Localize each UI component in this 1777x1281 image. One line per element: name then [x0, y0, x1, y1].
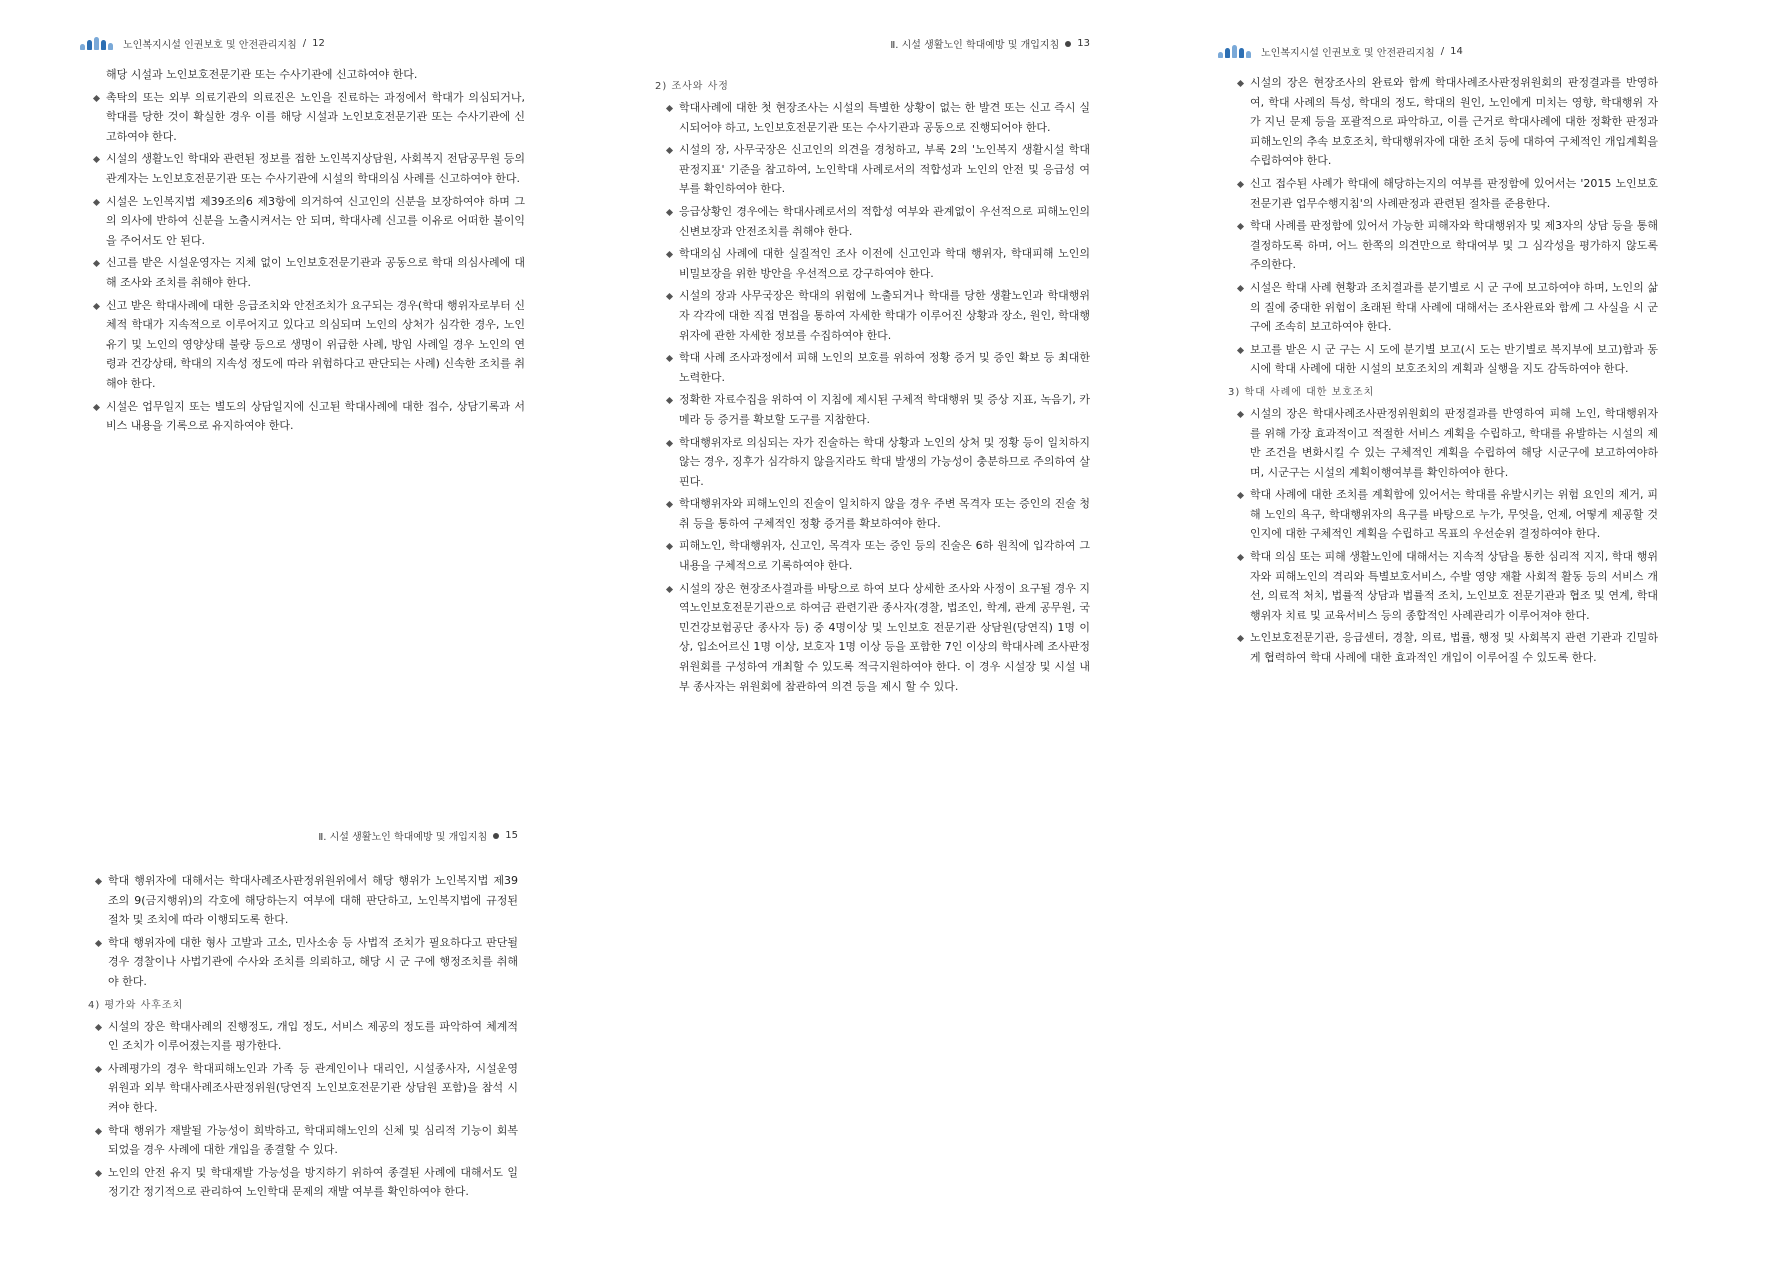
list-item: 학대 사례에 대한 조치를 계획함에 있어서는 학대를 유발시키는 위험 요인의 제거, 피해 노인의 욕구, 학대행위자의 욕구를 바탕으로 누가, 무엇을, 언제, 어떻게 제공할 것인지에 대한 구체적인 계획을 수립하고 목표의 우선순위 결정하여야 한다. — [1236, 485, 1658, 544]
bullet-dot-icon — [493, 833, 499, 839]
list-item: 시설의 장과 사무국장은 학대의 위험에 노출되거나 학대를 당한 생활노인과 학대행위자 각각에 대한 직접 면접을 통하여 자세한 학대가 이루어진 상황과 장소, 원인, 학대행위자에 관한 자세한 정보를 수집하여야 한다. — [665, 286, 1090, 345]
list-item: 학대 사례를 판정함에 있어서 가능한 피해자와 학대행위자 및 제3자의 상담 등을 통해 결정하도록 하며, 어느 한쪽의 의견만으로 학대여부 및 그 심각성을 평가하지 않도록 주의한다. — [1236, 216, 1658, 275]
list-item: 시설은 노인복지법 제39조의6 제3항에 의거하여 신고인의 신분을 보장하여야 하며 그의 의사에 반하여 신분을 노출시켜서는 안 되며, 학대사례 신고를 이유로 어떠한 불이익을 주어서도 안 된다. — [92, 192, 525, 251]
page-header — [80, 36, 525, 51]
list-item: 시설의 장은 학대사례의 진행정도, 개입 정도, 서비스 제공의 정도를 파악하여 체계적인 조치가 이루어졌는지를 평가한다. — [94, 1017, 518, 1056]
bullet-list — [88, 1017, 518, 1202]
list-item: 학대의심 사례에 대한 실질적인 조사 이전에 신고인과 학대 행위자, 학대피해 노인의 비밀보장을 위한 방안을 우선적으로 강구하여야 한다. — [665, 244, 1090, 283]
bullet-list — [92, 88, 525, 436]
list-item: 노인의 안전 유지 및 학대재발 가능성을 방지하기 위하여 종결된 사례에 대해서도 일정기간 정기적으로 관리하여 노인학대 문제의 재발 여부를 확인하여야 한다. — [94, 1163, 518, 1202]
list-item: 시설은 학대 사례 현황과 조치결과를 분기별로 시 군 구에 보고하여야 하며, 노인의 삶의 질에 중대한 위험이 초래된 학대 사례에 대해서는 조사완료와 함께 그 사실을 시 군 구에 조속히 보고하여야 한다. — [1236, 278, 1658, 337]
header-title: 노인복지시설 인권보호 및 안전관리지침 — [1261, 48, 1435, 59]
list-item: 신고를 받은 시설운영자는 지체 없이 노인보호전문기관과 공동으로 학대 의심사례에 대해 조사와 조치를 취해야 한다. — [92, 253, 525, 292]
list-item: 시설의 생활노인 학대와 관련된 정보를 접한 노인복지상담원, 사회복지 전담공무원 등의 관계자는 노인보호전문기관 또는 수사기관에 시설의 학대의심 사례를 신고하여야 한다. — [92, 149, 525, 188]
list-item: 학대사례에 대한 첫 현장조사는 시설의 특별한 상황이 없는 한 발견 또는 신고 즉시 실시되어야 하고, 노인보호전문기관 또는 수사기관과 공동으로 진행되어야 한다. — [665, 98, 1090, 137]
bullet-list — [88, 871, 518, 992]
list-item: 시설은 업무일지 또는 별도의 상담일지에 신고된 학대사례에 대한 접수, 상담기록과 서비스 내용을 기록으로 유지하여야 한다. — [92, 397, 525, 436]
bullet-dot-icon — [1065, 41, 1071, 47]
bullet-list — [655, 98, 1090, 696]
list-item: 시설의 장, 사무국장은 신고인의 의견을 경청하고, 부록 2의 '노인복지 생활시설 학대 판정지표' 기준을 참고하여, 노인학대 사례로서의 적합성과 노인의 안전 및 응급성 여부를 확인하여야 한다. — [665, 140, 1090, 199]
page-number: 15 — [505, 830, 518, 841]
list-item: 신고 접수된 사례가 학대에 해당하는지의 여부를 판정함에 있어서는 '2015 노인보호전문기관 업무수행지침'의 사례판정과 관련된 절차를 준용한다. — [1236, 174, 1658, 213]
continuation-text: 해당 시설과 노인보호전문기관 또는 수사기관에 신고하여야 한다. — [106, 68, 418, 81]
list-item: 학대행위자로 의심되는 자가 진술하는 학대 상황과 노인의 상처 및 정황 등이 일치하지 않는 경우, 징후가 심각하지 않을지라도 학대 발생의 가능성이 충분하므로 주의하여 살핀다. — [665, 433, 1090, 492]
list-item: 시설의 장은 현장조사결과를 바탕으로 하여 보다 상세한 조사와 사정이 요구될 경우 지역노인보호전문기관으로 하여금 관련기관 종사자(경찰, 법조인, 학계, 관계 공무원, 국민건강보험공단 종사자 등) 중 4명이상 및 노인보호 전문기관 상담원(당연직) 1명 이상, 입소어르신 1명 이상, 보호자 1명 이상 등을 포함한 7인 이상의 학대사례 조사판정위원회를 구성하여 개최할 수 있도록 적극지원하여야 한다. 이 경우 시설장 및 시설 내부 종사자는 위원회에 참관하여 의견 등을 제시 할 수 있다. — [665, 579, 1090, 697]
page-header — [1218, 44, 1658, 59]
bullet-list — [1236, 73, 1658, 379]
page-15 — [88, 828, 518, 1205]
page-header — [88, 828, 518, 843]
list-item: 학대 행위자에 대해서는 학대사례조사판정위원위에서 해당 행위가 노인복지법 제39조의 9(금지행위)의 각호에 해당하는지 여부에 대해 판단하고, 노인복지법에 규정된 절차 및 조치에 따라 이행되도록 한다. — [94, 871, 518, 930]
list-item: 촉탁의 또는 외부 의료기관의 의료진은 노인을 진료하는 과정에서 학대가 의심되거나, 학대를 당한 것이 확실한 경우 이를 해당 시설과 노인보호전문기관 또는 수사기관에 신고하여야 한다. — [92, 88, 525, 147]
list-item: 정확한 자료수집을 위하여 이 지침에 제시된 구체적 학대행위 및 증상 지표, 녹음기, 카메라 등 증거를 확보할 도구를 지참한다. — [665, 390, 1090, 429]
page-number: 13 — [1077, 38, 1090, 49]
list-item: 피해노인, 학대행위자, 신고인, 목격자 또는 증인 등의 진술은 6하 원칙에 입각하여 그 내용을 구체적으로 기록하여야 한다. — [665, 536, 1090, 575]
list-item: 신고 받은 학대사례에 대한 응급조치와 안전조치가 요구되는 경우(학대 행위자로부터 신체적 학대가 지속적으로 이루어지고 있다고 의심되며 노인의 상처가 심각한 경우, 노인 유기 및 노인의 영양상태 불량 등으로 생명이 위급한 사례, 방임 사례일 경우 노인의 연령과 건강상태, 학대의 지속성 정도에 따라 위험하다고 판단되는 사례) 신속한 조치를 취해야 한다. — [92, 296, 525, 394]
list-item: 보고를 받은 시 군 구는 시 도에 분기별 보고(시 도는 반기별로 복지부에 보고)함과 동시에 학대 사례에 대한 시설의 보호조치의 계획과 실행을 지도 감독하여야 한다. — [1236, 340, 1658, 379]
list-item: 시설의 장은 현장조사의 완료와 함께 학대사례조사판정위원회의 판정결과를 반영하여, 학대 사례의 특성, 학대의 정도, 학대의 원인, 노인에게 미치는 영향, 학대행위 자가 지닌 문제 등을 포괄적으로 파악하고, 이를 근거로 학대사례에 대한 정확한 판정과 피해노인의 추속 보호조치, 학대행위자에 대한 조치 등에 대하여 구체적인 개입계획을 수립하여야 한다. — [1236, 73, 1658, 171]
logo-icon — [1218, 45, 1251, 58]
section-heading: 4) 평가와 사후조치 — [88, 999, 184, 1011]
page-number: 12 — [312, 38, 325, 49]
page-number: 14 — [1450, 46, 1463, 57]
list-item: 학대 행위가 재발될 가능성이 희박하고, 학대피해노인의 신체 및 심리적 기능이 회복 되었을 경우 사례에 대한 개입을 종결할 수 있다. — [94, 1121, 518, 1160]
list-item: 응급상황인 경우에는 학대사례로서의 적합성 여부와 관계없이 우선적으로 피해노인의 신변보장과 안전조치를 취해야 한다. — [665, 202, 1090, 241]
section-heading: 3) 학대 사례에 대한 보호조치 — [1228, 386, 1375, 398]
header-title: 노인복지시설 인권보호 및 안전관리지침 — [123, 40, 297, 51]
chapter-title: Ⅱ. 시설 생활노인 학대예방 및 개입지침 — [890, 40, 1060, 51]
list-item: 학대 의심 또는 피해 생활노인에 대해서는 지속적 상담을 통한 심리적 지지, 학대 행위자와 피해노인의 격리와 특별보호서비스, 수발 영양 재활 사회적 활동 등의 서비스 개선, 의료적 처치, 법률적 상담과 법률적 조치, 노인보호 전문기관과 협조 및 연계, 학대행위자 치료 및 교육서비스 등의 종합적인 사례관리가 이루어져야 한다. — [1236, 547, 1658, 625]
chapter-title: Ⅱ. 시설 생활노인 학대예방 및 개입지침 — [318, 832, 488, 843]
list-item: 노인보호전문기관, 응급센터, 경찰, 의료, 법률, 행정 및 사회복지 관련 기관과 긴밀하게 협력하여 학대 사례에 대한 효과적인 개입이 이루어질 수 있도록 한다. — [1236, 628, 1658, 667]
list-item: 시설의 장은 학대사례조사판정위원회의 판정결과를 반영하여 피해 노인, 학대행위자를 위해 가장 효과적이고 적절한 서비스 계획을 수립하고, 학대를 유발하는 시설의 제반 조건을 변화시킬 수 있는 구체적인 계획을 수립하여 해당 시군구에 보고하여야하며, 시군구는 시설의 계획이행여부를 확인하여야 한다. — [1236, 404, 1658, 482]
page-13 — [655, 36, 1090, 699]
page-header — [655, 36, 1090, 51]
header-separator: / — [1440, 46, 1445, 57]
list-item: 학대행위자와 피해노인의 진술이 일치하지 않을 경우 주변 목격자 또는 증인의 진술 청취 등을 통하여 구체적인 정황 증거를 확보하여야 한다. — [665, 494, 1090, 533]
page-14 — [1218, 44, 1658, 671]
section-heading: 2) 조사와 사정 — [655, 81, 729, 92]
header-separator: / — [302, 38, 307, 49]
list-item: 학대 행위자에 대한 형사 고발과 고소, 민사소송 등 사법적 조치가 필요하다고 판단될 경우 경찰이나 사법기관에 수사와 조치를 의뢰하고, 해당 시 군 구에 행정조치를 취해야 한다. — [94, 933, 518, 992]
logo-icon — [80, 37, 113, 50]
list-item: 학대 사례 조사과정에서 피해 노인의 보호를 위하여 정황 증거 및 증인 확보 등 최대한 노력한다. — [665, 348, 1090, 387]
page-12 — [80, 36, 525, 439]
list-item: 사례평가의 경우 학대피해노인과 가족 등 관계인이나 대리인, 시설종사자, 시설운영 위원과 외부 학대사례조사판정위원(당연직 노인보호전문기관 상담원 포함)을 참석 시켜야 한다. — [94, 1059, 518, 1118]
bullet-list — [1236, 404, 1658, 668]
